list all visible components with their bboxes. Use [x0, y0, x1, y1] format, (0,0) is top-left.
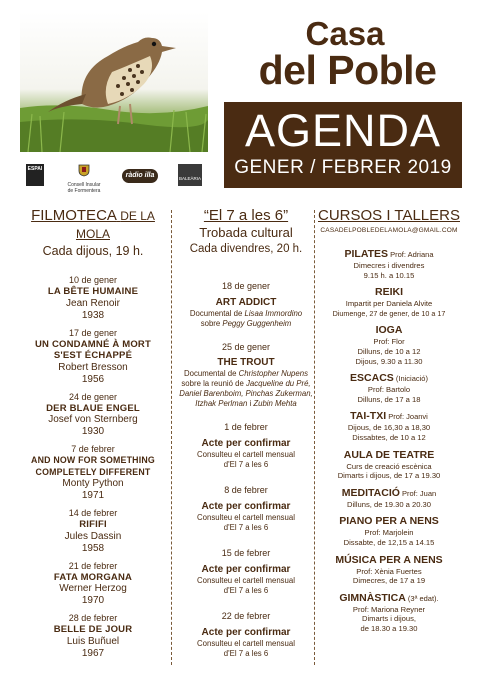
set-subtitle: Trobada cultural [199, 225, 293, 240]
agenda-title: AGENDA [244, 105, 442, 156]
film-item: 21 de febrer FATA MORGANA Werner Herzog 1970 [53, 560, 133, 606]
event-item: 18 de gener ART ADDICT Documental de Lisaa Immordino sobre Peggy Guggenheim [189, 281, 303, 328]
event-item: 8 de febrer Acte per confirmar Consulteu el cartell mensual d'El 7 a les 6 [197, 485, 295, 532]
set-a-les-sis-column [176, 207, 316, 659]
filmoteca-title: FILMOTECA DE LA MOLA [31, 207, 155, 241]
film-item: 10 de gener LA BÊTE HUMAINE Jean Renoir 1938 [47, 275, 139, 321]
balearia-logo: BALEÀRIA [178, 164, 204, 188]
filmoteca-column [18, 207, 168, 660]
event-item: 25 de gener THE TROUT Documental de Christopher Nupens sobre la reunió de Jacqueline du Pré, Daniel Barenboim, Pinchas Zukerman, Itzhak Perlman i Zubin Mehta [179, 342, 313, 408]
radio-illa-logo: ràdio illa [122, 164, 158, 188]
event-item: 15 de febrer Acte per confirmar Consulteu el cartell mensual d'El 7 a les 6 [197, 548, 295, 595]
course-item: IOGA Prof: Flor Dilluns, de 10 a 12 Dijous, 9.30 a 11.30 [355, 324, 423, 366]
course-item: PILATES Prof: Adriana Dimecres i divendres 9.15 h. a 10.15 [344, 248, 434, 280]
column-divider-1 [171, 210, 172, 665]
agenda-dates: GENER / FEBRER 2019 [234, 157, 452, 178]
consell-logo: Consell Insular de Formentera [66, 164, 102, 188]
espai-logo: ESPAI [26, 164, 48, 188]
agenda-banner [224, 102, 462, 188]
event-item: 22 de febrer Acte per confirmar Consulteu el cartell mensual d'El 7 a les 6 [197, 611, 295, 658]
course-item: TAI-TXI Prof: Joanvi Dijous, de 16,30 a 18,30 Dissabtes, de 10 a 12 [347, 410, 431, 442]
course-item: MÚSICA PER A NENS Prof: Xènia Fuertes Dimecres, de 17 a 19 [335, 553, 443, 586]
course-item: AULA DE TEATRE Curs de creació escènica Dimarts i dijous, de 17 a 19.30 [337, 448, 441, 481]
contact-email: CASADELPOBLEDELAMOLA@GMAIL.COM [320, 227, 458, 234]
filmoteca-schedule: Cada dijous, 19 h. [42, 244, 144, 258]
thrush-photo [20, 12, 208, 152]
film-item: 7 de febrer AND NOW FOR SOMETHING COMPLETELY DIFFERENT Monty Python 1971 [31, 444, 155, 501]
film-item: 24 de gener DER BLAUE ENGEL Josef von Sternberg 1930 [46, 391, 140, 437]
cursos-title: CURSOS I TALLERS [318, 207, 460, 224]
course-item: PIANO PER A NENS Prof: Marjolein Dissabte, de 12,15 a 14.15 [339, 515, 439, 547]
title-casa: Casa [305, 15, 385, 52]
film-item: 17 de gener UN CONDAMNÉ À MORT S'EST ÉCHAPPÉ Robert Bresson 1956 [34, 327, 151, 385]
course-item: MEDITACIÓ Prof: Juan Dilluns, de 19.30 a 20.30 [341, 486, 437, 509]
film-list [18, 274, 168, 660]
course-item: GIMNÀSTICA (3ª edat). Prof: Mariona Reyner Dimarts i dijous, de 18.30 a 19.30 [339, 591, 439, 633]
cursos-column [318, 207, 460, 633]
course-item: REIKI Impartit per Daniela Alvite Diumenge, 27 de gener, de 10 a 17 [332, 286, 446, 318]
event-item: 1 de febrer Acte per confirmar Consulteu el cartell mensual d'El 7 a les 6 [197, 422, 295, 469]
title-del-poble: del Poble [258, 47, 437, 93]
sponsor-logos [26, 164, 216, 194]
film-item: 28 de febrer BELLE DE JOUR Luis Buñuel 1967 [53, 613, 133, 659]
shield-icon [78, 164, 90, 177]
course-item: ESCACS (Iniciació) Prof: Bartolo Dilluns, de 17 a 18 [350, 372, 428, 404]
set-schedule: Cada divendres, 20 h. [189, 243, 303, 255]
film-item: 14 de febrer RIFIFI Jules Dassin 1958 [64, 508, 122, 554]
set-title: “El 7 a les 6” [203, 207, 289, 224]
